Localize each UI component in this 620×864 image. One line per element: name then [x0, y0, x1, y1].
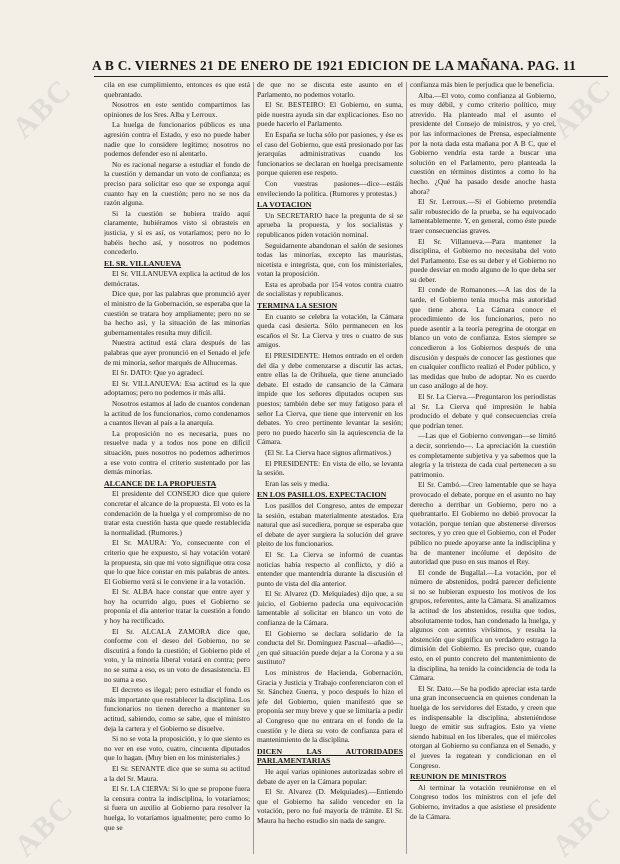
watermark: ABC — [8, 790, 81, 863]
paragraph: Nosotros estamos al lado de cuantos condenan la actitud de los funcionarios, como condenamos a cuantos llevan al país a la anarquía. — [104, 399, 250, 428]
paragraph: Un SECRETARIO hace la pregunta de si se aprueba la propuesta, y los socialistas y republicanos piden votación nominal. — [257, 210, 403, 239]
paragraph: Seguidamente abandonan el salón de sesiones todas las minorías, excepto las mauristas, nicetista e integrista, que, con los ministeriales, votan la proposición. — [257, 240, 403, 279]
paragraph: El Sr. Villanueva.—Para mantener la disciplina, el Gobierno no necesitaba del voto del Parlamento. Ese es su deber y el Gobierno no puede desviar en modo alguno de lo que deba ser su deber. — [410, 236, 556, 284]
paragraph: El Sr. ALCALA ZAMORA dice que, conforme con el deseo del Gobierno, no se discutirá a fondo la cuestión; el Gobierno pide el voto, y la minoría liberal votará en contra; pero no se suma a eso, es un voto de desasistencia. El no suma a eso. — [104, 626, 250, 684]
paragraph: La huelga de funcionarios públicos es una agresión contra el Estado, y eso no puede haber nadie que lo considere legítimo; nosotros no podemos defender eso ni alentarlo. — [104, 120, 250, 159]
paragraph: Nuestra actitud está clara después de las palabras que ayer pronunció en el Senado el jefe de mi minoría, señor marqués de Alhucemas. — [104, 338, 250, 367]
paragraph: El Sr. VILLANUEVA: Esa actitud es la que adoptamos; pero no podemos ir más allá. — [104, 378, 250, 398]
paragraph: El Sr. Alvarez (D. Melquíades) dijo que, a su juicio, el Gobierno padecía una equivocación lamentable al solicitar en blanco un voto de confianza de la Cámara. — [257, 589, 403, 628]
paragraph: El decreto es ilegal; pero estudiar el fondo es más importante que restablecer la disciplina. Los funcionarios no tienen derecho a mantener su actitud, sabiendo, como se sabe, que el ministro deja la cartera y el Gobierno se disuelve. — [104, 685, 250, 733]
paragraph: El PRESIDENTE: En vista de ello, se levanta la sesión. — [257, 458, 403, 478]
paragraph: Con vuestras pasiones—dice—estáis envileciendo la política. (Rumores y protestas.) — [257, 178, 403, 198]
paragraph: Si no se vota la proposición, y lo que siento es no ver en ese voto, cuatro, cincuenta diputados que lo hagan. (Muy bien en los ministeriales.) — [104, 734, 250, 763]
paragraph: En España se lucha sólo por pasiones, y ése es el caso del Gobierno, que está presionado por las jerarquías administrativas cuando los funcionarios se declaran en huelga precisamente porque quieren ese respeto. — [257, 129, 403, 178]
column-1 — [104, 80, 250, 858]
section-heading: REUNION DE MINISTROS — [410, 772, 507, 782]
page-header: A B C. VIERNES 21 DE ENERO DE 1921 EDICION DE LA MAÑANA. PAG. 11 — [92, 58, 577, 73]
section-heading: TERMINA LA SESION — [257, 301, 338, 311]
column-2 — [257, 80, 403, 858]
paragraph: En cuanto se celebra la votación, la Cámara queda casi desierta. Sólo permanecen en los escaños el Sr. La Cierva y tres o cuatro de sus amigos. — [257, 311, 403, 350]
paragraph: El Sr. BESTEIRO: El Gobierno, en suma, pide nuestra ayuda sin dar explicaciones. Eso no puede hacerlo el Parlamento. — [257, 100, 403, 129]
section-heading: ALCANCE DE LA PROPUESTA — [104, 478, 217, 488]
paragraph: El presidente del CONSEJO dice que quiere concretar el alcance de la propuesta. El voto es la condenación de la huelga y el compromiso de no tratar esta cuestión hasta que quede restablecida la normalidad. (Rumores.) — [104, 489, 250, 537]
paragraph: Esta es aprobada por 154 votos contra cuatro de socialistas y republicanos. — [257, 279, 403, 299]
column-3 — [410, 80, 556, 858]
paragraph: Dice que, por las palabras que pronunció ayer el ministro de la Gobernación, se esperaba que la cuestión se tratara hoy ampliamente; pero no se ha hecho así, y la situación de las minorías gubernamentales resulta muy difícil. — [104, 289, 250, 337]
watermark: ABC — [546, 790, 619, 863]
paragraph: El Sr. Lerroux.—Si el Gobierno pretendía salir robustecido de la prueba, se ha equivocado lamentablemente. Y, en general, como éste puede traer consecuencias graves. — [410, 197, 556, 235]
paragraph: Si la cuestión se hubiera traído aquí claramente, hubiéramos visto si obrasteis en justicia, y si es así, os votaríamos; pero no lo habéis hecho así, y nosotros no podemos concederlo. — [104, 208, 250, 257]
paragraph: cila en ese cumplimiento, entonces es que está quebrantado. — [104, 80, 250, 99]
paragraph: El Sr. La Cierva se informó de cuantas noticias había respecto al conflicto, y dió a entender que mantendría durante la discusión el punto de vista del día anterior. — [257, 549, 403, 588]
paragraph: El conde de Bugallal.—La votación, por el número de abstenidos, podrá parecer deficiente si no se hubieran expuesto los motivos de los grupos, referentes, ante la Cámara. Si analizamos la actitud de los abstenidos, resulta que todos, absolutamente todos, han condenado la huelga, y algunos con acentos vivísimos, y resulta la abstención que significa un verdadero estrago la dimisión del Gobierno. Es preciso que, cuando esto, en el punto concreto del mantenimiento de la disciplina, ha tenido la coincidencia de toda la Cámara. — [410, 567, 556, 683]
paragraph: El Sr. Alvarez (D. Melquíades).—Entiendo que el Gobierno ha salido vencedor en la votación, pero no fué mayoría de trámite. El Sr. Maura ha hecho estudio sin nada de sangre. — [257, 787, 403, 825]
paragraph: —Las que el Gobierno convengan—se limitó a decir, sonriendo—. La apreciación la cuestión es completamente subjetiva y ya sabemos que la alegría y la tristeza de cada cual pertenecen a su patrimonio. — [410, 431, 556, 479]
paragraph: El Sr. La Cierva.—Preguntaron los periodistas al Sr. La Cierva qué impresión le había producido el debate y qué consecuencias creía que podrían tener. — [410, 392, 556, 430]
watermark: ABC — [6, 72, 79, 145]
paragraph: Los ministros de Hacienda, Gobernación, Gracia y Justicia y Trabajo conferenciaron con el Sr. Sánchez Guerra, y poco después lo hizo el jefe del Gobierno, quien manifestó que se proponía ser muy breve y que se limitaría a pedir al Congreso que no entrara en el fondo de la cuestión y le diera su voto de confianza para el mantenimiento de la disciplina. — [257, 668, 403, 745]
paragraph: He aquí varias opiniones autorizadas sobre el debate de ayer en la Cámara popular: — [257, 766, 403, 786]
column-separator — [406, 82, 407, 854]
paragraph: confianza más bien le perjudica que le beneficia. — [410, 80, 555, 89]
paragraph: El Sr. VILLANUEVA explica la actitud de los demócratas. — [104, 269, 250, 288]
paragraph: El Sr. MAURA: Yo, consecuente con el criterio que he expuesto, si hay votación votaré la propuesta, sin que mi voto signifique otra cosa que lo que hice constar en mis palabras de antes. El Gobierno verá si le conviene ir a la votación. — [104, 538, 250, 586]
paragraph: El PRESIDENTE: Hemos entrado en el orden del día y debe comenzarse a discutir las actas, entre ellas la de Orihuela, que tiene anunciado debate. El estado de cansancio de la Cámara impide que los señores diputados ocupen sus puestos; también debe ser muy fatigoso para el señor La Cierva, que tiene que intervenir en los debates. Yo creo pertinente levantar la sesión; pero no puedo hacerlo sin la aquiescencia de la Cámara. — [257, 351, 403, 447]
paragraph: El Sr. Dato.—Se ha podido apreciar esta tarde una gran inconsecuencia en quienes condenan la huelga de los servidores del Estado, y creen que es indispensable la disciplina, absteniéndose luego de emitir sus sufragios. Esto ya viene siendo habitual en los liberales, que el miércoles otorgan al Gobierno su confianza en el Senado, y el jueves la regatean y condicionan en el Congreso. — [410, 683, 556, 770]
paragraph: La proposición no es necesaria, pues no resuelve nada y a todos nos pone en difícil situación, pues nosotros no podemos adherirnos a ese voto contra el criterio sustentado por las demás minorías. — [104, 428, 250, 477]
paragraph: El Sr. ALBA hace constar que entre ayer y hoy ha ocurrido algo, pues el Gobierno se proponía el día anterior tratar la cuestión a fondo y hoy ha rectificado. — [104, 587, 250, 626]
paragraph: El Sr. LA CIERVA: Si lo que se propone fuera la censura contra la indisciplina, lo votaríamos; si fuera un auxilio al Gobierno para resolver la huelga, lo votaríamos igualmente; pero como lo que se — [104, 784, 250, 832]
paragraph: Eran las seis y media. — [265, 478, 330, 488]
paragraph: de que no se discuta este asunto en el Parlamento, no podemos votarlo. — [257, 80, 403, 99]
paragraph: Nosotros en este sentido compartimos las opiniones de los Sres. Alba y Lerroux. — [104, 100, 250, 119]
header-rule — [94, 76, 608, 77]
section-heading: EN LOS PASILLOS. EXPECTACION — [257, 490, 387, 500]
paragraph: El Gobierno se declara solidario de la conducta del Sr. Domínguez Pascual—añadió—, ¿en qué situación puede dejar a la Corona y a su sustituto? — [257, 628, 403, 667]
paragraph: Alba.—El voto, como confianza al Gobierno, es muy débil, y como criterio político, muy atrevido. Ha planteado mal el asunto el presidente del Consejo de ministros, y yo creí, por las informaciones de Prensa, especialmente por la nota dada esta mañana por A B C, que el Gobierno vendría esta tarde a buscar una solución en el Parlamento, pero planteada la cuestión en términos distintos a como lo ha hecho. ¿Qué ha pasado desde anoche hasta ahora? — [410, 90, 556, 196]
section-heading: DICEN LAS AUTORIDADES PARLAMENTARIAS — [257, 746, 403, 766]
paragraph: (El Sr. La Cierva hace signos afirmativos.) — [265, 447, 392, 457]
paragraph: El conde de Romanones.—A las dos de la tarde, el Gobierno tenía mucha más autoridad que tiene ahora. La Cámara conoce el procedimiento de los funcionarios, pero no puede asentir a la teoría peregrina de otorgar en blanco un voto de confianza. Estos siempre se concedieron a los Gobiernos después de una discusión y después de conocer las gestiones que en cualquier conflicto realizó el Poder público, y las medidas que hubo de adoptar. No es cuerdo un caso análogo al de hoy. — [410, 285, 556, 391]
section-heading: LA VOTACION — [257, 200, 312, 210]
paragraph: El Sr. DATO: Que yo agradecí. — [112, 368, 205, 378]
paragraph: No es racional negarse a estudiar el fondo de la cuestión y demandar un voto de confianza; es preciso para solicitar eso que se exponga aquí cuanto hay en la cuestión; pero no se nos da razón alguna. — [104, 159, 250, 208]
paragraph: Al terminar la votación reuniéronse en el Congreso todos los ministros con el jefe del Gobierno, invitados a que asistiese el presidente de la Cámara. — [410, 782, 556, 821]
watermark: ABC — [546, 72, 619, 145]
column-separator — [253, 82, 254, 854]
paragraph: El Sr. SENANTE dice que se suma su actitud a la del Sr. Maura. — [104, 763, 250, 783]
section-heading: EL SR. VILLANUEVA — [104, 258, 182, 268]
paragraph: Los pasillos del Congreso, antes de empezar la sesión, estaban materialmente atestados. Era natural que así sucediera, porque se esperaba que el debate de ayer surgiera la solución del grave pleito de los funcionarios. — [257, 500, 403, 549]
paragraph: El Sr. Cambó.—Creo lamentable que se haya provocado el debate, porque en el asunto no hay derecho a derribar un Gobierno, pero no a quebrantarlo. El Gobierno no debió provocar la votación, porque tenían que abstenerse diversos sectores, y yo creo que el Gobierno, con el Poder público no puede apoyarse ante la indisciplina y ha de mantener incólume el depósito de autoridad que puso en sus manos el Rey. — [410, 480, 556, 567]
